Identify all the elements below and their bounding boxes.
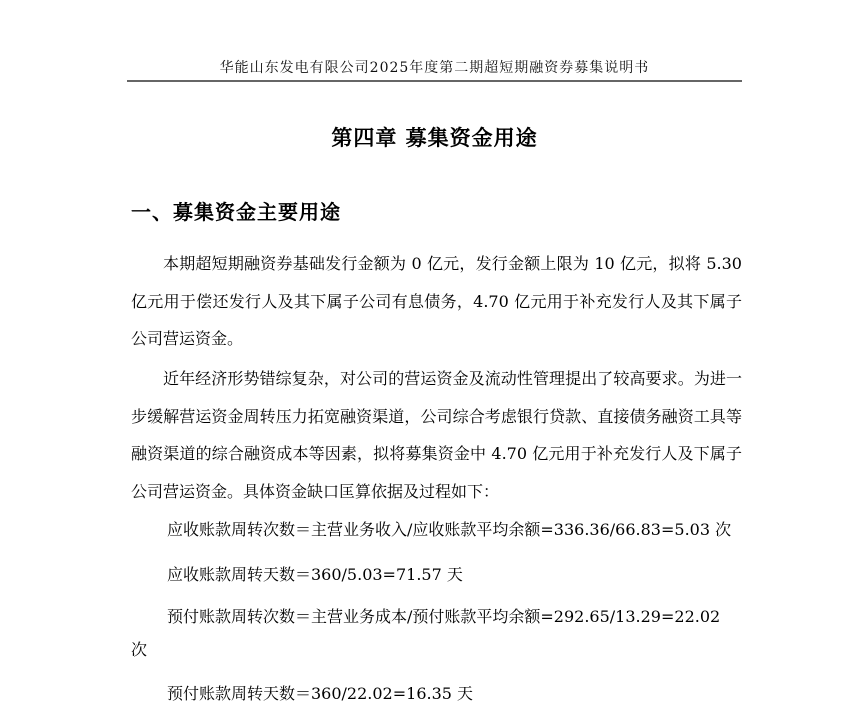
formula-receivables-turnover-days: 应收账款周转天数＝360/5.03=71.57 天: [167, 565, 463, 584]
formula-prepayments-turnover-days: 预付账款周转天数＝360/22.02=16.35 天: [167, 684, 474, 703]
formula-prepayments-turnover-times-unit: 次: [131, 640, 148, 659]
chapter-title: 第四章 募集资金用途: [331, 125, 538, 150]
running-header: 华能山东发电有限公司2025年度第二期超短期融资券募集说明书: [219, 60, 650, 76]
paragraph-funding-plan: 本期超短期融资券基础发行金额为 0 亿元，发行金额上限为 10 亿元，拟将 5.30 亿元用于偿还发行人及其下属子公司有息债务，4.70 亿元用于补充发行人及其下属子公司营运资金。: [131, 254, 742, 348]
formula-receivables-turnover-times: 应收账款周转次数＝主营业务收入/应收账款平均余额=336.36/66.83=5.03 次: [167, 520, 732, 539]
section-title: 一、募集资金主要用途: [131, 200, 341, 224]
paragraph-working-capital: 近年经济形势错综复杂，对公司的营运资金及流动性管理提出了较高要求。为进一步缓解营运资金周转压力拓宽融资渠道，公司综合考虑银行贷款、直接债务融资工具等融资渠道的综合融资成本等因素，拟将募集资金中 4.70 亿元用于补充发行人及下属子公司营运资金。具体资金缺口匡算依据及过程如下：: [131, 369, 742, 501]
formula-prepayments-turnover-times: 预付账款周转次数＝主营业务成本/预付账款平均余额=292.65/13.29=22.02: [167, 607, 721, 626]
header-rule: [127, 80, 742, 82]
